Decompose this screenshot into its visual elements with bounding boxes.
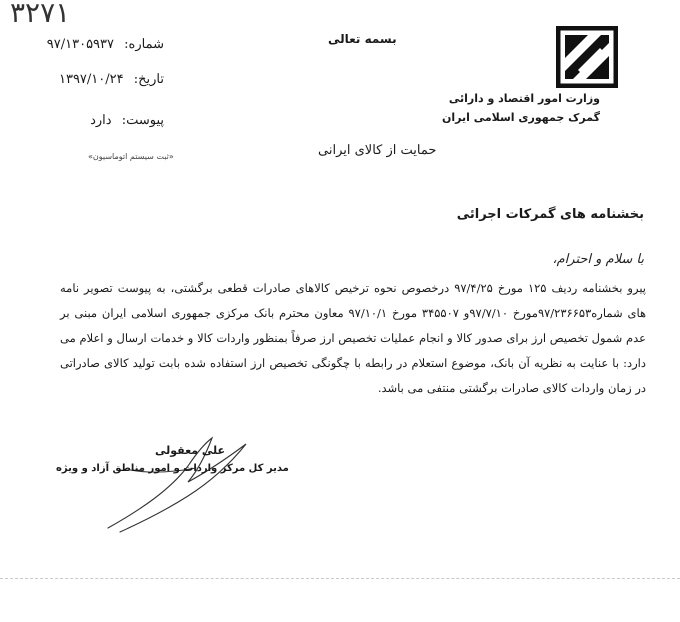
- bismillah-heading: بسمه تعالی: [328, 32, 397, 46]
- customs-organization-name: گمرک جمهوری اسلامی ایران: [441, 111, 600, 124]
- attachment-row: [90, 113, 164, 128]
- attachment-value: دارد: [90, 113, 112, 128]
- letter-number-label: شماره:: [124, 37, 164, 52]
- letter-number-value: ۹۷/۱۳۰۵۹۳۷: [46, 37, 115, 52]
- letter-number-row: [47, 37, 164, 52]
- letter-subject: حمایت از کالای ایرانی: [318, 143, 437, 158]
- page-divider: [0, 578, 680, 579]
- letter-date-row: [59, 72, 164, 87]
- signatory-name: علی معقولی: [155, 444, 226, 457]
- greeting: با سلام و احترام،: [552, 252, 644, 267]
- customs-emblem-icon: [556, 26, 618, 88]
- ministry-name: وزارت امور اقتصاد و دارائی: [448, 92, 600, 105]
- automation-system-note: «ثبت سیستم اتوماسیون»: [88, 152, 174, 161]
- letter-recipient: بخشنامه های گمرکات اجرائی: [456, 207, 644, 222]
- letter-date-value: ۱۳۹۷/۱۰/۲۴: [58, 72, 124, 87]
- attachment-label: پیوست:: [121, 113, 164, 128]
- signatory-title: مدیر کل مرکز واردات و امور مناطق آزاد و ویژه: [56, 463, 289, 474]
- handwritten-number: ۳۲۷۱: [10, 0, 71, 29]
- letter-body: [60, 276, 646, 401]
- letter-date-label: تاریخ:: [133, 72, 164, 87]
- body-paragraph: پیرو بخشنامه ردیف ۱۲۵ مورخ ۹۷/۴/۲۵ درخصوص نحوه ترخیص کالاهای صادرات قطعی برگشتی، به پیوست تصویر نامه های شماره۹۷/۲۳۶۶۵۳مورخ ۹۷/۷/۱۰و ۳۴۵۵۰۷ مورخ ۹۷/۱۰/۱ معاون محترم بانک مرکزی جمهوری اسلامی ایران مبنی بر عدم شمول تخصیص ارز برای صدور کالا و انجام عملیات تخصیص ارز صرفاً بمنظور واردات کالا و خدمات ارسال و اعلام می دارد: با عنایت به نظریه آن بانک، موضوع استعلام در رابطه با چگونگی تخصیص ارز استفاده شده بابت تولید کالای صادراتی در زمان واردات کالای صادرات برگشتی منتفی می باشد.: [60, 281, 647, 395]
